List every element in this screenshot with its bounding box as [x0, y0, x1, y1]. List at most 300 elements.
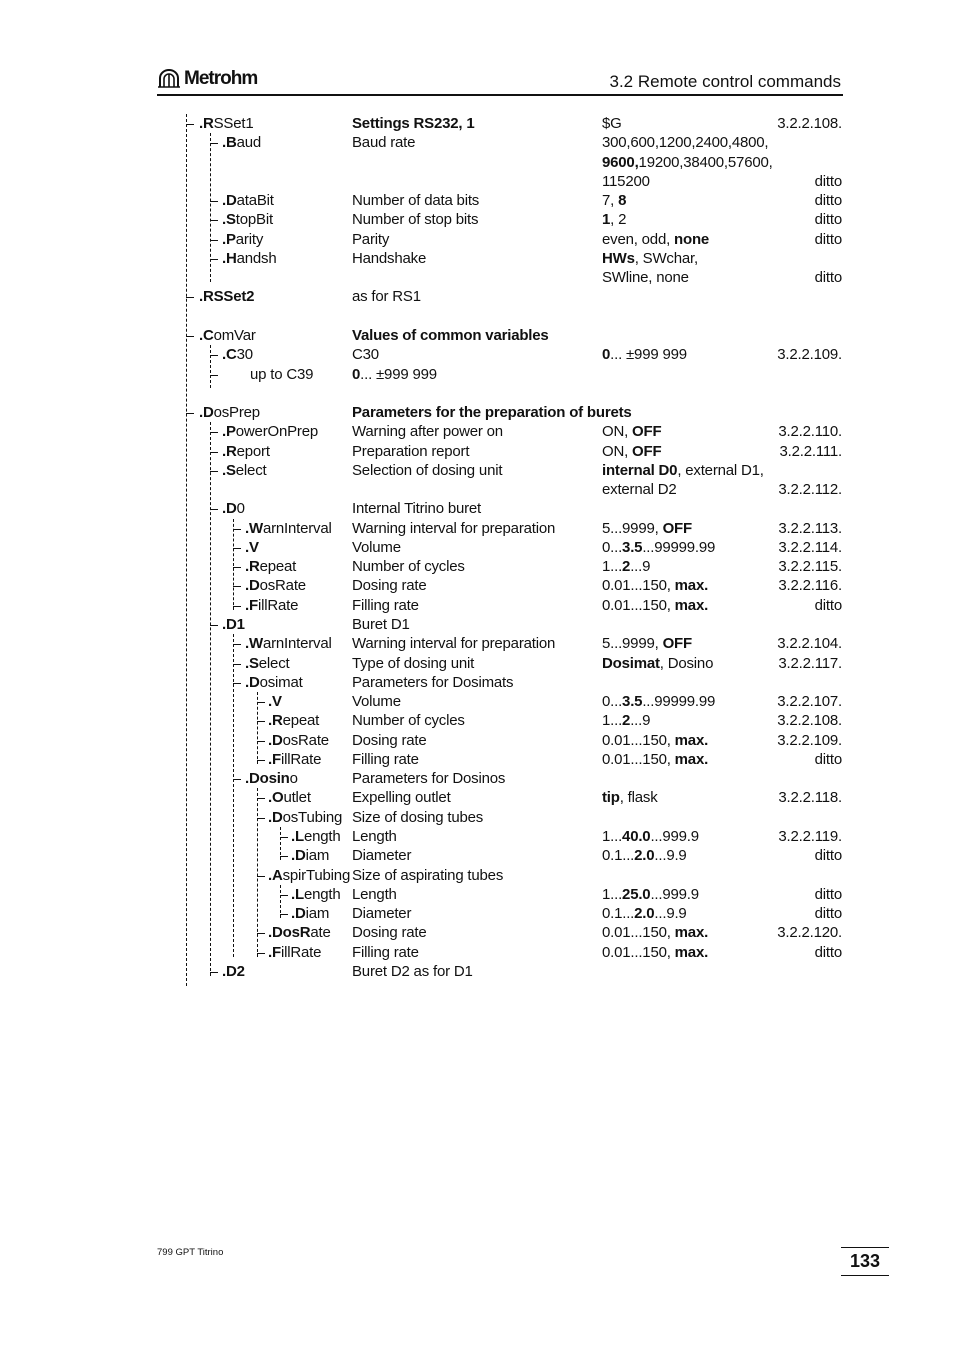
command-description — [352, 673, 513, 692]
command-name — [222, 615, 245, 634]
command-values — [602, 711, 650, 730]
text-run: Filling rate — [352, 596, 419, 614]
tree-connector — [210, 240, 218, 241]
command-values — [602, 904, 687, 923]
text-run: external D2 — [602, 481, 677, 499]
text-run: ...99999.99 — [642, 693, 716, 711]
command-name — [245, 596, 298, 615]
command-row — [0, 596, 954, 615]
text-run: 0.01...150, — [602, 924, 675, 942]
section-reference: ditto — [814, 885, 842, 903]
command-description — [352, 557, 465, 576]
text-run: .F — [268, 750, 281, 768]
command-name — [268, 808, 342, 827]
tree-connector — [186, 413, 194, 414]
text-run: 0.01...150, — [602, 596, 675, 614]
command-row — [0, 480, 954, 499]
tree-connector — [210, 471, 218, 472]
text-run: .F — [268, 943, 281, 961]
command-description — [352, 576, 427, 595]
text-run: osPrep — [213, 404, 260, 422]
tree-connector — [233, 586, 241, 587]
command-values — [602, 885, 699, 904]
command-name — [291, 827, 340, 846]
text-run: 0.01...150, — [602, 577, 675, 595]
text-run: illRate — [257, 596, 299, 614]
text-run: 0.01...150, — [602, 731, 675, 749]
text-run: .V — [268, 693, 282, 711]
text-run: 2.0 — [634, 905, 655, 923]
page-number: 133 — [841, 1247, 889, 1276]
command-name — [245, 576, 306, 595]
text-run: Preparation report — [352, 442, 470, 460]
command-name — [291, 904, 329, 923]
brand-name: Metrohm — [184, 68, 258, 89]
command-row — [0, 538, 954, 557]
text-run: .F — [245, 596, 258, 614]
tree-connector — [280, 837, 288, 838]
command-name — [268, 711, 319, 730]
command-values — [602, 172, 650, 191]
command-description — [352, 769, 505, 788]
text-run: 2.0 — [634, 847, 655, 865]
text-run: iam — [305, 847, 330, 865]
text-run: .D — [222, 500, 237, 518]
command-values — [602, 634, 692, 653]
text-run: utlet — [283, 789, 311, 807]
command-name — [222, 422, 318, 441]
text-run: ...999.9 — [650, 885, 699, 903]
text-run: tip — [602, 789, 620, 807]
command-name — [222, 230, 263, 249]
text-run: ataBit — [236, 192, 274, 210]
text-run: .D — [291, 847, 306, 865]
section-reference: 3.2.2.107. — [777, 693, 842, 711]
text-run: Parity — [352, 230, 390, 248]
text-run: Diameter — [352, 847, 412, 865]
text-run: Baud rate — [352, 134, 416, 152]
text-run: OFF — [662, 519, 692, 537]
text-run: eport — [236, 442, 270, 460]
text-run: 300,600,1200,2400,4800, — [602, 134, 769, 152]
command-description — [352, 538, 401, 557]
command-description — [352, 133, 415, 152]
text-run: iam — [305, 905, 330, 923]
text-run: andsh — [236, 249, 277, 267]
text-run: .P — [222, 423, 236, 441]
tree-guide — [210, 133, 211, 282]
section-reference: 3.2.2.109. — [777, 731, 842, 749]
command-description — [352, 114, 474, 133]
command-row — [0, 365, 954, 384]
command-values — [602, 191, 626, 210]
command-description — [352, 846, 411, 865]
text-run: 0... — [602, 538, 623, 556]
command-description — [352, 210, 478, 229]
text-run: .O — [268, 789, 284, 807]
text-run: , external D1, — [677, 461, 764, 479]
text-run: epeat — [259, 558, 297, 576]
command-row — [0, 808, 954, 827]
command-name — [222, 345, 253, 364]
tree-connector — [210, 972, 218, 973]
text-run: arnInterval — [262, 635, 332, 653]
command-description — [352, 866, 503, 885]
command-description — [352, 191, 479, 210]
command-description — [352, 461, 502, 480]
text-run: Size of dosing tubes — [352, 808, 484, 826]
text-run: .D — [199, 404, 214, 422]
command-name — [222, 133, 261, 152]
text-run: aud — [236, 134, 262, 152]
text-run: 3.5 — [622, 538, 643, 556]
text-run: 7, — [602, 192, 619, 210]
text-run: Selection of dosing unit — [352, 461, 503, 479]
text-run: max. — [674, 943, 709, 961]
command-name — [222, 962, 245, 981]
text-run: 2 — [622, 558, 631, 576]
tree-guide — [233, 634, 234, 956]
command-description — [352, 615, 410, 634]
section-reference: ditto — [814, 847, 842, 865]
command-name — [245, 769, 298, 788]
text-run: 0... — [602, 693, 623, 711]
tree-connector — [257, 721, 265, 722]
command-row — [0, 615, 954, 634]
text-run: omVar — [213, 326, 256, 344]
command-description — [352, 365, 437, 384]
text-run: .D2 — [222, 962, 245, 980]
command-row — [0, 711, 954, 730]
text-run: epeat — [282, 712, 320, 730]
text-run: Warning interval for preparation — [352, 635, 556, 653]
text-run: 0 — [352, 365, 361, 383]
text-run: 8 — [618, 192, 627, 210]
command-name — [250, 365, 313, 384]
text-run: .D — [245, 673, 260, 691]
section-title: 3.2 Remote control commands — [609, 72, 841, 91]
text-run: 19200,38400,57600, — [638, 153, 773, 171]
text-run: 0.01...150, — [602, 750, 675, 768]
tree-connector — [210, 625, 218, 626]
text-run: C30 — [352, 346, 379, 364]
section-reference: ditto — [814, 750, 842, 768]
text-run: topBit — [235, 211, 273, 229]
command-values — [602, 268, 689, 287]
command-description — [352, 249, 426, 268]
command-row — [0, 268, 954, 287]
text-run: even, odd, — [602, 230, 675, 248]
section-reference: ditto — [814, 192, 842, 210]
text-run: osimat — [259, 673, 303, 691]
text-run: ength — [303, 885, 341, 903]
text-run: , flask — [619, 789, 658, 807]
tree-connector — [257, 818, 265, 819]
command-name — [268, 788, 311, 807]
command-description — [352, 519, 555, 538]
command-description — [352, 711, 465, 730]
text-run: .RSSet2 — [199, 288, 255, 306]
command-name — [268, 866, 350, 885]
text-run: Dosing rate — [352, 924, 427, 942]
text-run: Buret D1 — [352, 616, 410, 634]
text-run: ...9.9 — [654, 847, 687, 865]
section-reference: 3.2.2.104. — [777, 635, 842, 653]
text-run: ... ±999 999 — [610, 346, 687, 364]
command-name — [268, 692, 282, 711]
section-reference: 3.2.2.108. — [777, 115, 842, 132]
command-name — [222, 210, 273, 229]
command-row — [0, 943, 954, 962]
command-description — [352, 422, 503, 441]
command-name — [245, 538, 259, 557]
command-row — [0, 846, 954, 865]
text-run: o — [289, 770, 298, 788]
command-row — [0, 442, 954, 461]
command-values — [602, 538, 715, 557]
text-run: , SWchar, — [634, 249, 698, 267]
text-run: Buret D2 as for D1 — [352, 962, 473, 980]
section-reference: ditto — [814, 905, 842, 923]
text-run: Size of aspirating tubes — [352, 866, 504, 884]
text-run: , Dosino — [659, 654, 714, 672]
text-run: .B — [222, 134, 237, 152]
tree-guide — [210, 345, 211, 388]
text-run: .D1 — [222, 616, 245, 634]
text-run: .S — [222, 461, 236, 479]
section-reference: ditto — [814, 211, 842, 229]
command-name — [268, 943, 321, 962]
command-values — [602, 731, 708, 750]
tree-connector — [210, 143, 218, 144]
command-row — [0, 557, 954, 576]
tree-connector — [233, 683, 241, 684]
command-row — [0, 962, 954, 981]
text-run: .Dosin — [245, 770, 290, 788]
text-run: Expelling outlet — [352, 789, 451, 807]
command-description — [352, 692, 401, 711]
text-run: ... ±999 999 — [360, 365, 437, 383]
tree-guide — [233, 519, 234, 610]
command-values — [602, 442, 661, 461]
text-run: 0.1... — [602, 905, 635, 923]
command-description — [352, 634, 555, 653]
text-run: .H — [222, 249, 237, 267]
section-reference: 3.2.2.108. — [777, 712, 842, 730]
text-run: 1... — [602, 885, 623, 903]
text-run: 1 — [602, 211, 611, 229]
text-run: ON, — [602, 423, 633, 441]
command-row — [0, 249, 954, 268]
text-run: Volume — [352, 693, 401, 711]
text-run: 1... — [602, 558, 623, 576]
text-run: max. — [674, 750, 709, 768]
text-run: Number of stop bits — [352, 211, 479, 229]
command-description — [352, 345, 379, 364]
text-run: osRate — [259, 577, 306, 595]
text-run: ...9.9 — [654, 905, 687, 923]
command-values — [602, 114, 622, 133]
text-run: 9600, — [602, 153, 639, 171]
text-run: .W — [245, 635, 263, 653]
text-run: Volume — [352, 538, 401, 556]
command-description — [352, 962, 473, 981]
command-values — [602, 943, 708, 962]
tree-guide — [280, 827, 281, 860]
tree-connector — [257, 702, 265, 703]
text-run: max. — [674, 924, 709, 942]
text-run: .R — [222, 442, 237, 460]
command-values — [602, 827, 699, 846]
command-values — [602, 596, 708, 615]
tree-connector — [233, 567, 241, 568]
text-run: OFF — [632, 423, 662, 441]
text-run: SSet1 — [213, 115, 254, 132]
command-row — [0, 461, 954, 480]
command-values — [602, 750, 708, 769]
text-run: 0 — [602, 346, 611, 364]
text-run: owerOnPrep — [235, 423, 318, 441]
text-run: HWs — [602, 249, 635, 267]
tree-connector — [186, 297, 194, 298]
text-run: .S — [245, 654, 259, 672]
tree-guide — [257, 788, 258, 956]
text-run: spirTubing — [282, 866, 351, 884]
text-run: arity — [235, 230, 264, 248]
tree-connector — [210, 375, 218, 376]
command-description — [352, 943, 419, 962]
command-row — [0, 827, 954, 846]
command-name — [222, 191, 274, 210]
command-row — [0, 885, 954, 904]
text-run: arnInterval — [262, 519, 332, 537]
command-values — [602, 788, 658, 807]
text-run: .W — [245, 519, 263, 537]
section-reference: 3.2.2.114. — [778, 538, 842, 556]
text-run: .C — [222, 346, 237, 364]
tree-connector — [210, 509, 218, 510]
text-run: elect — [258, 654, 290, 672]
text-run: ength — [303, 827, 341, 845]
command-values — [602, 230, 709, 249]
command-description — [352, 326, 549, 345]
tree-connector — [280, 895, 288, 896]
command-description — [352, 230, 389, 249]
command-row — [0, 287, 954, 306]
command-description — [352, 442, 469, 461]
text-run: Length — [352, 885, 397, 903]
text-run: 1... — [602, 712, 623, 730]
command-description — [352, 287, 421, 306]
text-run: elect — [235, 461, 267, 479]
section-reference: 3.2.2.117. — [778, 654, 842, 672]
text-run: Dosing rate — [352, 731, 427, 749]
tree-connector — [186, 336, 194, 337]
text-run: Values of common variables — [352, 326, 549, 344]
command-row — [0, 788, 954, 807]
command-row — [0, 114, 954, 133]
command-name — [245, 673, 303, 692]
tree-connector — [257, 933, 265, 934]
command-name — [268, 750, 321, 769]
command-values — [602, 519, 692, 538]
command-description — [352, 731, 427, 750]
command-row — [0, 654, 954, 673]
text-run: ...99999.99 — [642, 538, 716, 556]
command-values — [602, 249, 698, 268]
text-run: 25.0 — [622, 885, 651, 903]
text-run: Number of cycles — [352, 712, 465, 730]
text-run: OFF — [632, 442, 662, 460]
section-reference: 3.2.2.112. — [778, 481, 842, 499]
tree-guide — [186, 114, 187, 986]
command-row — [0, 403, 954, 422]
command-row — [0, 153, 954, 172]
command-row — [0, 769, 954, 788]
text-run: 0 — [236, 500, 245, 518]
command-values — [602, 846, 687, 865]
tree-connector — [210, 220, 218, 221]
text-run: Handshake — [352, 249, 427, 267]
command-description — [352, 750, 419, 769]
command-values — [602, 422, 661, 441]
command-row — [0, 210, 954, 229]
tree-connector — [210, 452, 218, 453]
command-values — [602, 153, 773, 172]
text-run: , 2 — [610, 211, 627, 229]
text-run: Dosing rate — [352, 577, 427, 595]
text-run: .D — [291, 905, 306, 923]
text-run: 5...9999, — [602, 519, 663, 537]
command-row — [0, 634, 954, 653]
command-values — [602, 480, 677, 499]
command-row — [0, 519, 954, 538]
section-reference: 3.2.2.118. — [778, 789, 842, 807]
command-values — [602, 576, 708, 595]
section-reference: 3.2.2.115. — [778, 558, 842, 576]
text-run: as for RS1 — [352, 288, 421, 306]
text-run: illRate — [280, 943, 322, 961]
command-name — [222, 499, 245, 518]
command-description — [352, 923, 427, 942]
command-row — [0, 499, 954, 518]
text-run: OFF — [662, 635, 692, 653]
tree-guide — [280, 885, 281, 918]
text-run: osRate — [282, 731, 329, 749]
text-run: ate — [310, 924, 331, 942]
tree-connector — [210, 432, 218, 433]
text-run: 40.0 — [622, 827, 651, 845]
command-description — [352, 499, 481, 518]
text-run: Parameters for Dosimats — [352, 673, 514, 691]
command-name — [222, 442, 270, 461]
command-name — [199, 326, 256, 345]
text-run: Filling rate — [352, 750, 419, 768]
tree-guide — [210, 422, 211, 976]
text-run: Warning after power on — [352, 423, 503, 441]
tree-connector — [280, 914, 288, 915]
section-reference: 3.2.2.111. — [779, 442, 842, 460]
text-run: up to C39 — [250, 365, 314, 383]
command-row — [0, 133, 954, 152]
text-run: Filling rate — [352, 943, 419, 961]
tree-connector — [233, 664, 241, 665]
text-run: osTubing — [282, 808, 343, 826]
text-run: .R — [268, 712, 283, 730]
command-row — [0, 923, 954, 942]
text-run: 0.01...150, — [602, 943, 675, 961]
text-run: .S — [222, 211, 236, 229]
